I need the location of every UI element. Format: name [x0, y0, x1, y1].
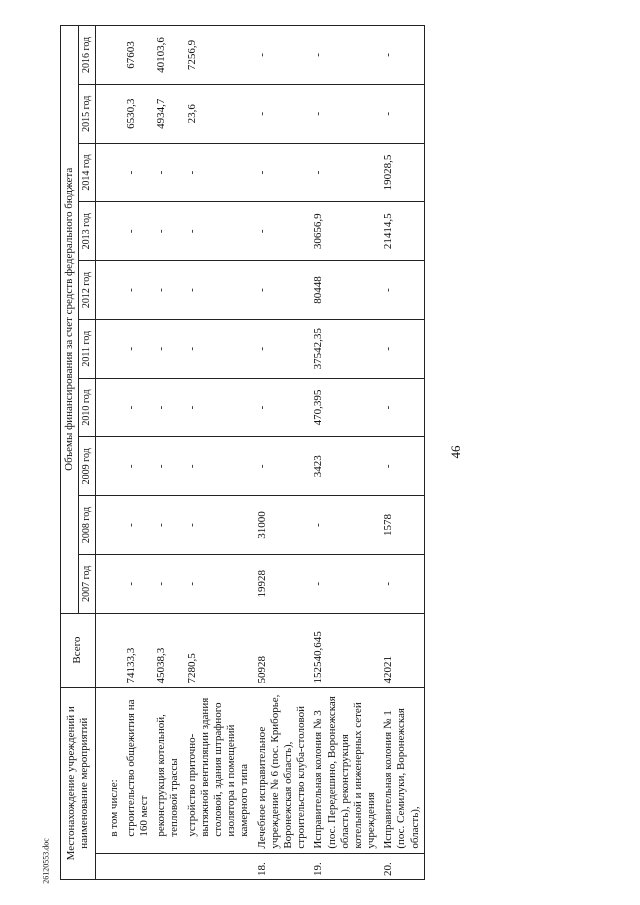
header-name: Местонахождение учреждений и наименование мероприятий: [61, 687, 96, 879]
row-year-value: -: [310, 26, 380, 85]
row-year-value: -: [254, 143, 311, 202]
table-row: [254, 26, 311, 880]
row-year-value: 4934,7: [153, 84, 183, 143]
table-row: [153, 26, 183, 880]
row-year-value: 19028,5: [380, 143, 424, 202]
row-year-value: 6530,3: [123, 84, 153, 143]
header-total: Всего: [61, 613, 96, 687]
row-year-value: -: [123, 143, 153, 202]
table-row: [184, 26, 254, 880]
row-year-value: [106, 26, 123, 85]
row-year-value: -: [153, 378, 183, 437]
row-year-value: -: [254, 202, 311, 261]
row-name: в том числе:: [106, 687, 123, 853]
document-id: 26120553.doc: [41, 838, 51, 884]
row-year-value: -: [123, 202, 153, 261]
row-year-value: -: [380, 554, 424, 613]
row-number: [184, 853, 254, 879]
row-year-value: 3423: [310, 437, 380, 496]
row-year-value: 67603: [123, 26, 153, 85]
row-year-value: [106, 319, 123, 378]
row-year-value: -: [123, 496, 153, 555]
row-year-value: 37542,35: [310, 319, 380, 378]
row-year-value: -: [254, 378, 311, 437]
row-number: [106, 853, 123, 879]
row-year-value: 19928: [254, 554, 311, 613]
row-total: 74133,3: [123, 613, 153, 687]
row-year-value: 470,395: [310, 378, 380, 437]
row-total: 50928: [254, 613, 311, 687]
row-number: 19.: [310, 853, 380, 879]
row-year-value: -: [123, 378, 153, 437]
row-year-value: -: [153, 319, 183, 378]
row-year-value: -: [184, 378, 254, 437]
header-year: 2015 год: [79, 84, 96, 143]
row-name: Исправительная колония № 3 (пос. Передешино, Воронежская область), реконструкция котельной и инженерных сетей учреждения: [310, 687, 380, 853]
row-year-value: -: [380, 378, 424, 437]
table-row: [123, 26, 153, 880]
row-year-value: -: [254, 84, 311, 143]
row-year-value: -: [380, 26, 424, 85]
row-year-value: -: [153, 261, 183, 320]
spacer-row: [95, 26, 106, 880]
row-year-value: -: [123, 554, 153, 613]
row-year-value: -: [153, 554, 183, 613]
row-number: 18.: [254, 853, 311, 879]
row-year-value: -: [184, 143, 254, 202]
row-year-value: -: [184, 437, 254, 496]
row-year-value: 1578: [380, 496, 424, 555]
row-year-value: -: [310, 554, 380, 613]
row-year-value: -: [310, 143, 380, 202]
row-year-value: -: [254, 437, 311, 496]
row-year-value: [106, 202, 123, 261]
row-total: 7280,5: [184, 613, 254, 687]
row-year-value: -: [184, 554, 254, 613]
row-year-value: -: [184, 202, 254, 261]
header-year: 2016 год: [79, 26, 96, 85]
header-funding-group: Объемы финансирования за счет средств федерального бюджета: [61, 26, 79, 614]
row-year-value: -: [310, 496, 380, 555]
row-year-value: -: [310, 84, 380, 143]
row-year-value: -: [380, 84, 424, 143]
row-year-value: -: [123, 437, 153, 496]
row-year-value: [106, 143, 123, 202]
row-total: 45038,3: [153, 613, 183, 687]
header-year: 2009 год: [79, 437, 96, 496]
row-number: [153, 853, 183, 879]
row-year-value: 7256,9: [184, 26, 254, 85]
row-year-value: -: [254, 319, 311, 378]
table-row: [106, 26, 123, 880]
row-total: [106, 613, 123, 687]
row-total: 42021: [380, 613, 424, 687]
row-name: Исправительная колония № 1 (пос. Семилуки, Воронежская область),: [380, 687, 424, 853]
row-year-value: -: [254, 261, 311, 320]
header-year: 2010 год: [79, 378, 96, 437]
row-year-value: 21414,5: [380, 202, 424, 261]
row-year-value: -: [380, 319, 424, 378]
header-year: 2011 год: [79, 319, 96, 378]
row-year-value: -: [153, 143, 183, 202]
funding-table-rotated: [60, 25, 610, 880]
header-year: 2014 год: [79, 143, 96, 202]
page-number: 46: [448, 445, 463, 459]
row-year-value: [106, 496, 123, 555]
row-number: 20.: [380, 853, 424, 879]
row-year-value: 80448: [310, 261, 380, 320]
row-year-value: 40103,6: [153, 26, 183, 85]
row-total: 152540,645: [310, 613, 380, 687]
row-year-value: 23,6: [184, 84, 254, 143]
table-body: [95, 26, 424, 880]
row-year-value: -: [153, 437, 183, 496]
row-year-value: -: [380, 437, 424, 496]
row-name: Лечебное исправительное учреждение № 6 (пос. Криборье, Воронежская область), строительство клуба-столовой: [254, 687, 311, 853]
header-year: 2007 год: [79, 554, 96, 613]
table-row: [380, 26, 424, 880]
row-year-value: -: [123, 261, 153, 320]
header-year: 2012 год: [79, 261, 96, 320]
row-year-value: -: [380, 261, 424, 320]
row-year-value: 31000: [254, 496, 311, 555]
row-year-value: -: [184, 261, 254, 320]
row-year-value: -: [153, 496, 183, 555]
row-year-value: [106, 261, 123, 320]
table-row: [310, 26, 380, 880]
row-year-value: -: [153, 202, 183, 261]
row-year-value: -: [254, 26, 311, 85]
header-year: 2013 год: [79, 202, 96, 261]
row-year-value: -: [123, 319, 153, 378]
funding-table: [60, 25, 425, 880]
row-name: строительство общежития на 160 мест: [123, 687, 153, 853]
row-year-value: [106, 84, 123, 143]
row-year-value: -: [184, 496, 254, 555]
row-year-value: [106, 378, 123, 437]
row-number: [123, 853, 153, 879]
header-year: 2008 год: [79, 496, 96, 555]
row-year-value: 30656,9: [310, 202, 380, 261]
row-name: реконструкция котельной, тепловой трассы: [153, 687, 183, 853]
row-name: устройство приточно-вытяжной вентиляции здания столовой, здания штрафного изолятора и помещений камерного типа: [184, 687, 254, 853]
row-year-value: [106, 437, 123, 496]
row-year-value: [106, 554, 123, 613]
row-year-value: -: [184, 319, 254, 378]
